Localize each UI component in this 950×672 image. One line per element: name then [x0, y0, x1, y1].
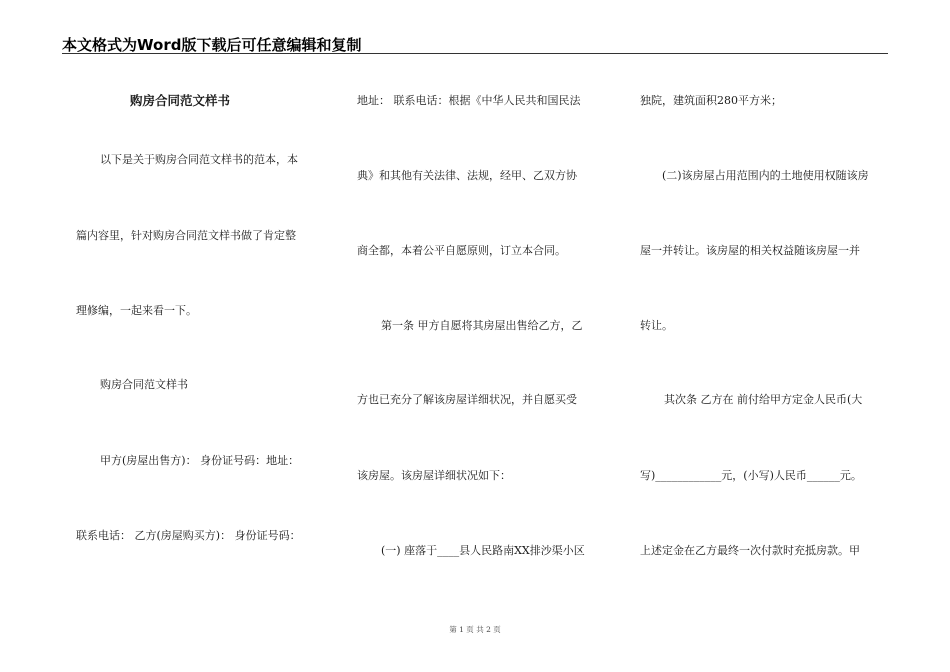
- header-divider: [62, 53, 888, 54]
- paragraph-line: 转让。: [640, 319, 673, 332]
- paragraph-line: 联系电话： 乙方(房屋购买方)： 身份证号码：: [76, 529, 301, 542]
- paragraph-line: 方也已充分了解该房屋详细状况，并自愿买受: [357, 393, 577, 406]
- paragraph-line: (一) 座落于____县人民路南XX排沙渠小区: [381, 544, 585, 557]
- paragraph-line: 甲方(房屋出售方)： 身份证号码：地址：: [100, 454, 300, 467]
- paragraph-line: 以下是关于购房合同范文样书的范本，本: [100, 153, 298, 166]
- paragraph-line: 其次条 乙方在 前付给甲方定金人民币(大: [664, 393, 863, 406]
- paragraph-line: 篇内容里，针对购房合同范文样书做了肯定整: [76, 229, 296, 242]
- paragraph-line: 商全都，本着公平自愿原则，订立本合同。: [357, 244, 566, 257]
- document-title: 购房合同范文样书: [130, 93, 231, 108]
- document-header-title: 本文格式为Word版下载后可任意编辑和复制: [62, 36, 362, 54]
- paragraph-line: 典》和其他有关法律、法规，经甲、乙双方协: [357, 169, 577, 182]
- paragraph-line: 地址： 联系电话：根据《中华人民共和国民法: [357, 94, 581, 107]
- paragraph-line: 第一条 甲方自愿将其房屋出售给乙方，乙: [381, 319, 583, 332]
- paragraph-line: 上述定金在乙方最终一次付款时充抵房款。甲: [640, 544, 860, 557]
- paragraph-line: (二)该房屋占用范围内的土地使用权随该房: [662, 169, 869, 182]
- paragraph-line: 写)____________元，(小写)人民币______元。: [640, 469, 862, 482]
- paragraph-line: 理修编，一起来看一下。: [76, 304, 197, 317]
- paragraph-line: 该房屋。该房屋详细状况如下：: [357, 469, 511, 482]
- paragraph-line: 独院，建筑面积280平方米；: [640, 94, 782, 107]
- paragraph-line: 购房合同范文样书: [100, 378, 188, 391]
- page-number: 第 1 页 共 2 页: [449, 625, 501, 634]
- paragraph-line: 屋一并转让。该房屋的相关权益随该房屋一并: [640, 244, 860, 257]
